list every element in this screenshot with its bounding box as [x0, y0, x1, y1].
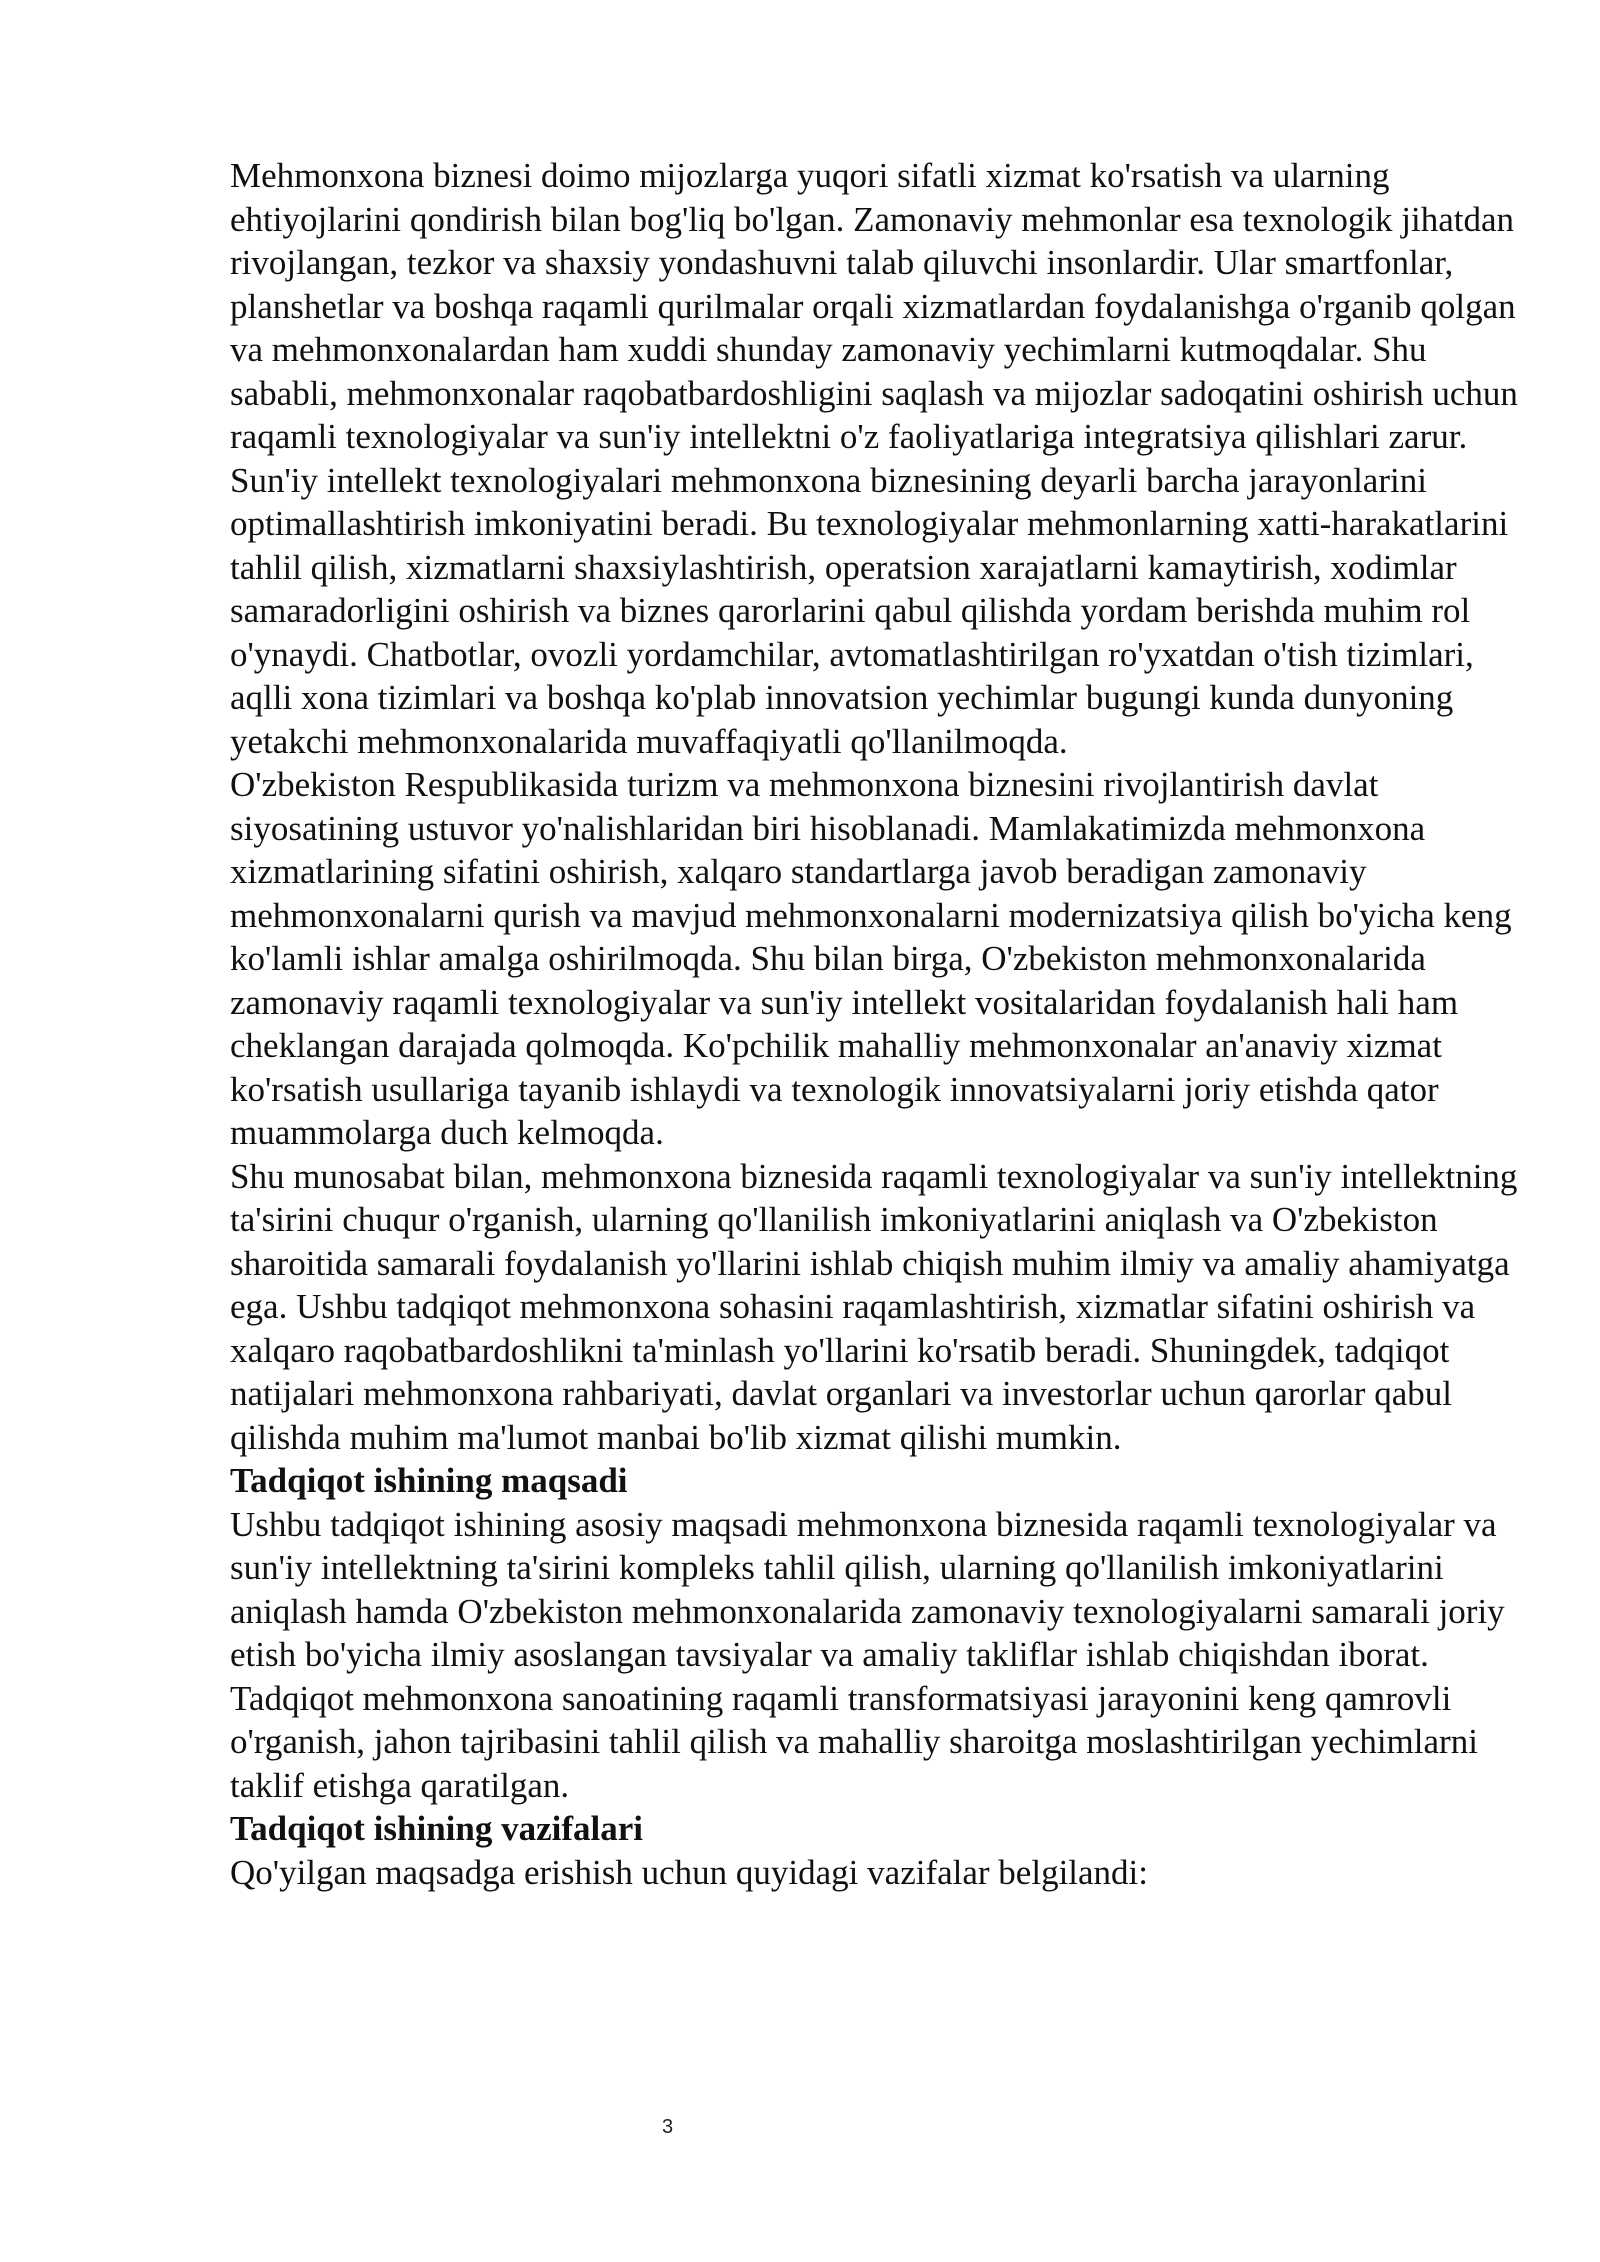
document-body — [230, 154, 1520, 1894]
paragraph-relevance: Shu munosabat bilan, mehmonxona biznesida raqamli texnologiyalar va sun'iy intellektning ta'sirini chuqur o'rganish, ularning qo'llanilish imkoniyatlarini aniqlash va O'zbekiston sharoitida samarali foydalanish yo'llarini ishlab chiqish muhim ilmiy va amaliy ahamiyatga ega. Ushbu tadqiqot mehmonxona sohasini raqamlashtirish, xizmatlar sifatini oshirish va xalqaro raqobatbardoshlikni ta'minlash yo'llarini ko'rsatib beradi. Shuningdek, tadqiqot natijalari mehmonxona rahbariyati, davlat organlari va investorlar uchun qarorlar qabul qilishda muhim ma'lumot manbai bo'lib xizmat qilishi mumkin. — [230, 1156, 1518, 1457]
heading-research-tasks: Tadqiqot ishining vazifalari — [230, 1809, 643, 1848]
paragraph-intro: Mehmonxona biznesi doimo mijozlarga yuqori sifatli xizmat ko'rsatish va ularning ehtiyojlarini qondirish bilan bog'liq bo'lgan. Zamonaviy mehmonlar esa texnologik jihatdan rivojlangan, tezkor va shaxsiy yondashuvni talab qiluvchi insonlardir. Ular smartfonlar, planshetlar va boshqa raqamli qurilmalar orqali xizmatlardan foydalanishga o'rganib qolgan va mehmonxonalardan ham xuddi shunday zamonaviy yechimlarni kutmoqdalar. Shu sababli, mehmonxonalar raqobatbardoshligini saqlash va mijozlar sadoqatini oshirish uchun raqamli texnologiyalar va sun'iy intellektni o'z faoliyatlariga integratsiya qilishlari zarur. — [230, 156, 1518, 456]
paragraph-ai-technologies: Sun'iy intellekt texnologiyalari mehmonxona biznesining deyarli barcha jarayonlarini optimallashtirish imkoniyatini beradi. Bu texnologiyalar mehmonlarning xatti-harakatlarini tahlil qilish, xizmatlarni shaxsiylashtirish, operatsion xarajatlarni kamaytirish, xodimlar samaradorligini oshirish va biznes qarorlarini qabul qilishda yordam berishda muhim rol o'ynaydi. Chatbotlar, ovozli yordamchilar, avtomatlashtirilgan ro'yxatdan o'tish tizimlari, aqlli xona tizimlari va boshqa ko'plab innovatsion yechimlar bugungi kunda dunyoning yetakchi mehmonxonalarida muvaffaqiyatli qo'llanilmoqda. — [230, 460, 1509, 761]
paragraph-uzbekistan: O'zbekiston Respublikasida turizm va mehmonxona biznesini rivojlantirish davlat siyosatining ustuvor yo'nalishlaridan biri hisoblanadi. Mamlakatimizda mehmonxona xizmatlarining sifatini oshirish, xalqaro standartlarga javob beradigan zamonaviy mehmonxonalarni qurish va mavjud mehmonxonalarni modernizatsiya qilish bo'yicha keng ko'lamli ishlar amalga oshirilmoqda. Shu bilan birga, O'zbekiston mehmonxonalarida zamonaviy raqamli texnologiyalar va sun'iy intellekt vositalaridan foydalanish hali ham cheklangan darajada qolmoqda. Ko'pchilik mahalliy mehmonxonalar an'anaviy xizmat ko'rsatish usullariga tayanib ishlaydi va texnologik innovatsiyalarni joriy etishda qator muammolarga duch kelmoqda. — [230, 765, 1512, 1152]
page-number: 3 — [662, 2116, 674, 2138]
heading-research-goal: Tadqiqot ishining maqsadi — [230, 1461, 628, 1500]
paragraph-research-goal: Ushbu tadqiqot ishining asosiy maqsadi mehmonxona biznesida raqamli texnologiyalar va sun'iy intellektning ta'sirini kompleks tahlil qilish, ularning qo'llanilish imkoniyatlarini aniqlash hamda O'zbekiston mehmonxonalarida zamonaviy texnologiyalarni samarali joriy etish bo'yicha ilmiy asoslangan tavsiyalar va amaliy takliflar ishlab chiqishdan iborat. Tadqiqot mehmonxona sanoatining raqamli transformatsiyasi jarayonini keng qamrovli o'rganish, jahon tajribasini tahlil qilish va mahalliy sharoitga moslashtirilgan yechimlarni taklif etishga qaratilgan. — [230, 1504, 1505, 1805]
paragraph-research-tasks: Qo'yilgan maqsadga erishish uchun quyidagi vazifalar belgilandi: — [230, 1852, 1148, 1892]
